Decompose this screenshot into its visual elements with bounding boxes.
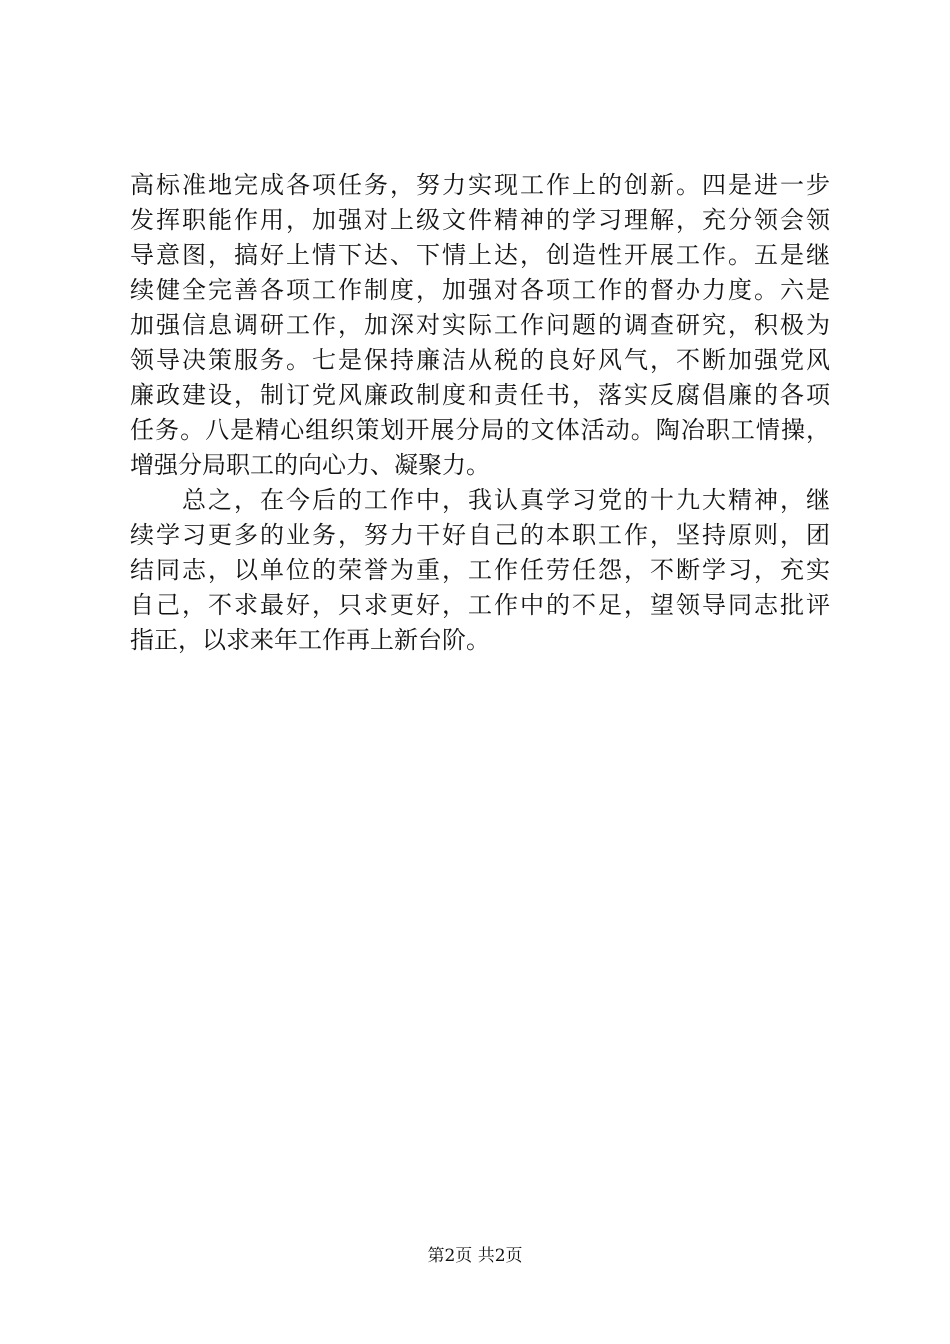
- paragraph-1: [130, 168, 830, 483]
- text-line: 自己，不求最好，只求更好，工作中的不足，望领导同志批评: [130, 591, 830, 619]
- document-body: [130, 168, 830, 658]
- text-line: 导意图，搞好上情下达、下情上达，创造性开展工作。五是继: [130, 241, 830, 269]
- text-line: 指正，以求来年工作再上新台阶。: [130, 626, 490, 654]
- text-line: 发挥职能作用，加强对上级文件精神的学习理解，充分领会领: [130, 206, 830, 234]
- text-line: 任务。八是精心组织策划开展分局的文体活动。陶冶职工情操，: [130, 416, 830, 444]
- text-line: 廉政建设，制订党风廉政制度和责任书，落实反腐倡廉的各项: [130, 381, 830, 409]
- text-line: 高标准地完成各项任务，努力实现工作上的创新。四是进一步: [130, 171, 830, 199]
- paragraph-2: [130, 483, 830, 658]
- text-line: 续学习更多的业务，努力干好自己的本职工作，坚持原则，团: [130, 521, 830, 549]
- text-line: 增强分局职工的向心力、凝聚力。: [130, 451, 490, 479]
- text-line: 结同志，以单位的荣誉为重，工作任劳任怨，不断学习，充实: [130, 556, 830, 584]
- text-line: 加强信息调研工作，加深对实际工作问题的调查研究，积极为: [130, 311, 830, 339]
- page-footer: 第2页 共2页: [427, 1246, 523, 1266]
- text-line: 续健全完善各项工作制度，加强对各项工作的督办力度。六是: [130, 276, 830, 304]
- text-line: 领导决策服务。七是保持廉洁从税的良好风气，不断加强党风: [130, 346, 830, 374]
- text-line: 总之，在今后的工作中，我认真学习党的十九大精神，继: [130, 486, 830, 514]
